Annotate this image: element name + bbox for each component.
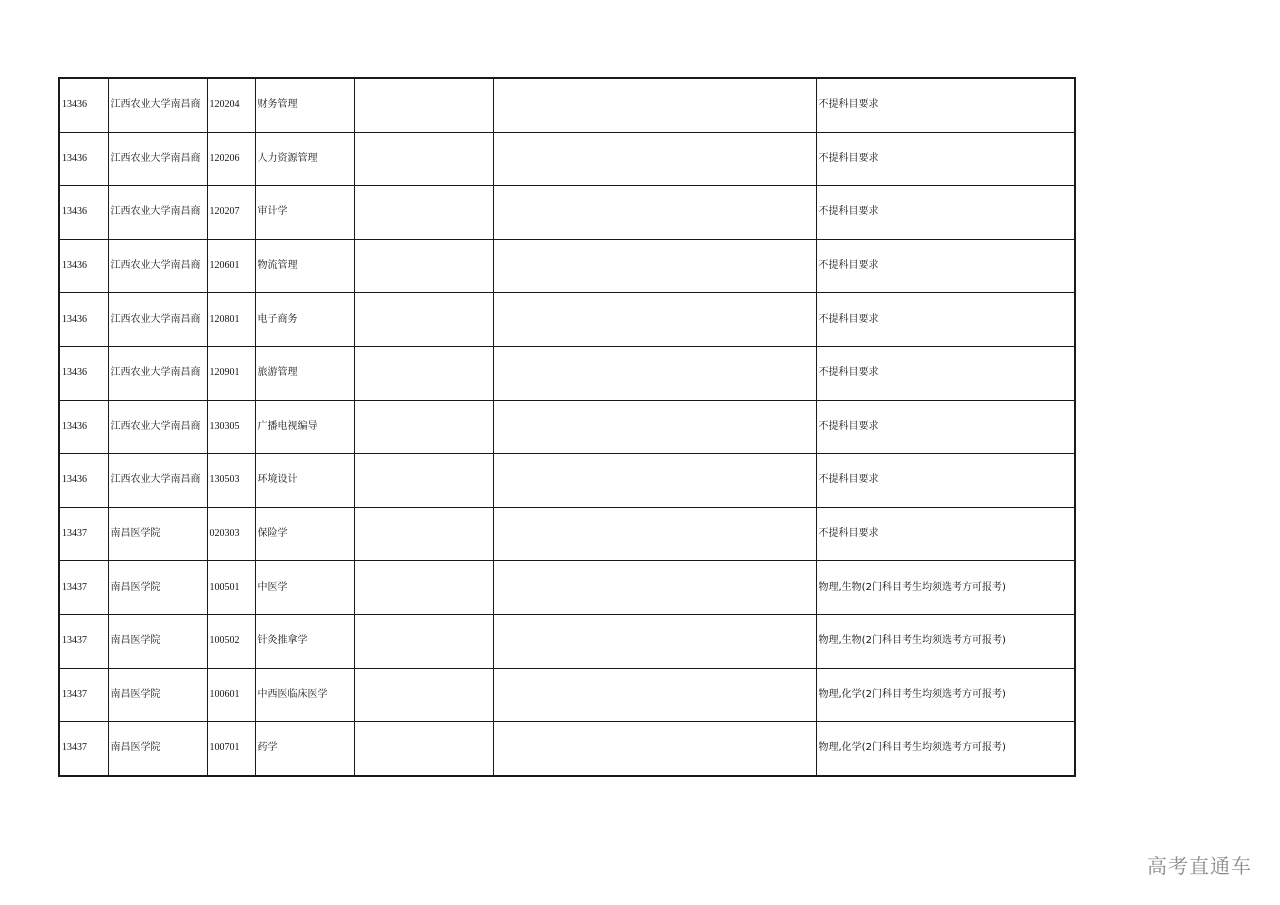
major-code-cell: 120801 xyxy=(207,293,255,347)
empty-cell xyxy=(354,293,493,347)
empty-cell xyxy=(493,78,816,132)
major-code-cell: 130503 xyxy=(207,454,255,508)
major-code-cell: 120207 xyxy=(207,186,255,240)
empty-cell xyxy=(354,186,493,240)
empty-cell xyxy=(354,722,493,776)
major-name-cell: 审计学 xyxy=(255,186,354,240)
major-code-cell: 120204 xyxy=(207,78,255,132)
school-code-cell: 13437 xyxy=(59,668,108,722)
major-code-cell: 100601 xyxy=(207,668,255,722)
empty-cell xyxy=(493,400,816,454)
school-code-cell: 13436 xyxy=(59,239,108,293)
major-name-cell: 广播电视编导 xyxy=(255,400,354,454)
empty-cell xyxy=(493,239,816,293)
school-code-cell: 13437 xyxy=(59,614,108,668)
table-row xyxy=(59,668,1075,722)
major-code-cell: 100502 xyxy=(207,614,255,668)
empty-cell xyxy=(354,400,493,454)
school-name-cell: 南昌医学院 xyxy=(108,507,207,561)
school-code-cell: 13437 xyxy=(59,507,108,561)
major-code-cell: 120901 xyxy=(207,346,255,400)
subject-requirements-table xyxy=(58,77,1076,777)
major-name-cell: 中医学 xyxy=(255,561,354,615)
subject-requirement-cell: 不提科目要求 xyxy=(816,132,1075,186)
major-name-cell: 财务管理 xyxy=(255,78,354,132)
empty-cell xyxy=(493,507,816,561)
school-name-cell: 江西农业大学南昌商 xyxy=(108,346,207,400)
subject-requirement-cell: 不提科目要求 xyxy=(816,293,1075,347)
school-code-cell: 13436 xyxy=(59,293,108,347)
empty-cell xyxy=(354,668,493,722)
subject-requirement-cell: 不提科目要求 xyxy=(816,346,1075,400)
empty-cell xyxy=(354,454,493,508)
school-name-cell: 南昌医学院 xyxy=(108,614,207,668)
school-code-cell: 13437 xyxy=(59,561,108,615)
school-name-cell: 南昌医学院 xyxy=(108,668,207,722)
school-name-cell: 南昌医学院 xyxy=(108,561,207,615)
empty-cell xyxy=(354,346,493,400)
table-body xyxy=(59,78,1075,776)
empty-cell xyxy=(493,722,816,776)
subject-requirement-cell: 不提科目要求 xyxy=(816,239,1075,293)
subject-requirement-cell: 物理,化学(2门科目考生均须选考方可报考) xyxy=(816,722,1075,776)
empty-cell xyxy=(354,78,493,132)
school-code-cell: 13436 xyxy=(59,454,108,508)
table-row xyxy=(59,507,1075,561)
major-code-cell: 100501 xyxy=(207,561,255,615)
major-name-cell: 药学 xyxy=(255,722,354,776)
empty-cell xyxy=(354,132,493,186)
subject-requirement-cell: 不提科目要求 xyxy=(816,78,1075,132)
table-row xyxy=(59,346,1075,400)
empty-cell xyxy=(493,668,816,722)
table-row xyxy=(59,561,1075,615)
subject-requirement-cell: 物理,化学(2门科目考生均须选考方可报考) xyxy=(816,668,1075,722)
school-name-cell: 江西农业大学南昌商 xyxy=(108,454,207,508)
empty-cell xyxy=(493,614,816,668)
empty-cell xyxy=(493,561,816,615)
empty-cell xyxy=(493,454,816,508)
subject-requirement-cell: 不提科目要求 xyxy=(816,400,1075,454)
major-code-cell: 130305 xyxy=(207,400,255,454)
school-code-cell: 13436 xyxy=(59,400,108,454)
table-row xyxy=(59,186,1075,240)
major-name-cell: 旅游管理 xyxy=(255,346,354,400)
school-code-cell: 13436 xyxy=(59,346,108,400)
major-code-cell: 100701 xyxy=(207,722,255,776)
school-name-cell: 江西农业大学南昌商 xyxy=(108,400,207,454)
major-name-cell: 环境设计 xyxy=(255,454,354,508)
empty-cell xyxy=(493,293,816,347)
subject-requirement-cell: 不提科目要求 xyxy=(816,507,1075,561)
major-code-cell: 120601 xyxy=(207,239,255,293)
major-name-cell: 电子商务 xyxy=(255,293,354,347)
school-name-cell: 江西农业大学南昌商 xyxy=(108,186,207,240)
table-row xyxy=(59,239,1075,293)
empty-cell xyxy=(493,132,816,186)
empty-cell xyxy=(354,507,493,561)
major-name-cell: 人力资源管理 xyxy=(255,132,354,186)
school-name-cell: 江西农业大学南昌商 xyxy=(108,239,207,293)
major-code-cell: 020303 xyxy=(207,507,255,561)
empty-cell xyxy=(354,239,493,293)
major-name-cell: 针灸推拿学 xyxy=(255,614,354,668)
table-row xyxy=(59,132,1075,186)
table-row xyxy=(59,722,1075,776)
watermark-logo: 高考直通车 xyxy=(1147,854,1252,878)
school-name-cell: 江西农业大学南昌商 xyxy=(108,293,207,347)
subject-requirement-cell: 物理,生物(2门科目考生均须选考方可报考) xyxy=(816,561,1075,615)
school-code-cell: 13436 xyxy=(59,78,108,132)
subject-requirement-cell: 物理,生物(2门科目考生均须选考方可报考) xyxy=(816,614,1075,668)
school-name-cell: 江西农业大学南昌商 xyxy=(108,78,207,132)
empty-cell xyxy=(354,561,493,615)
school-code-cell: 13436 xyxy=(59,186,108,240)
empty-cell xyxy=(354,614,493,668)
school-name-cell: 南昌医学院 xyxy=(108,722,207,776)
school-name-cell: 江西农业大学南昌商 xyxy=(108,132,207,186)
school-code-cell: 13437 xyxy=(59,722,108,776)
table-row xyxy=(59,293,1075,347)
school-code-cell: 13436 xyxy=(59,132,108,186)
major-name-cell: 中西医临床医学 xyxy=(255,668,354,722)
subject-requirement-cell: 不提科目要求 xyxy=(816,186,1075,240)
major-code-cell: 120206 xyxy=(207,132,255,186)
empty-cell xyxy=(493,346,816,400)
major-name-cell: 物流管理 xyxy=(255,239,354,293)
major-name-cell: 保险学 xyxy=(255,507,354,561)
table-row xyxy=(59,454,1075,508)
subject-requirement-cell: 不提科目要求 xyxy=(816,454,1075,508)
empty-cell xyxy=(493,186,816,240)
table-row xyxy=(59,614,1075,668)
table-row xyxy=(59,78,1075,132)
table-row xyxy=(59,400,1075,454)
